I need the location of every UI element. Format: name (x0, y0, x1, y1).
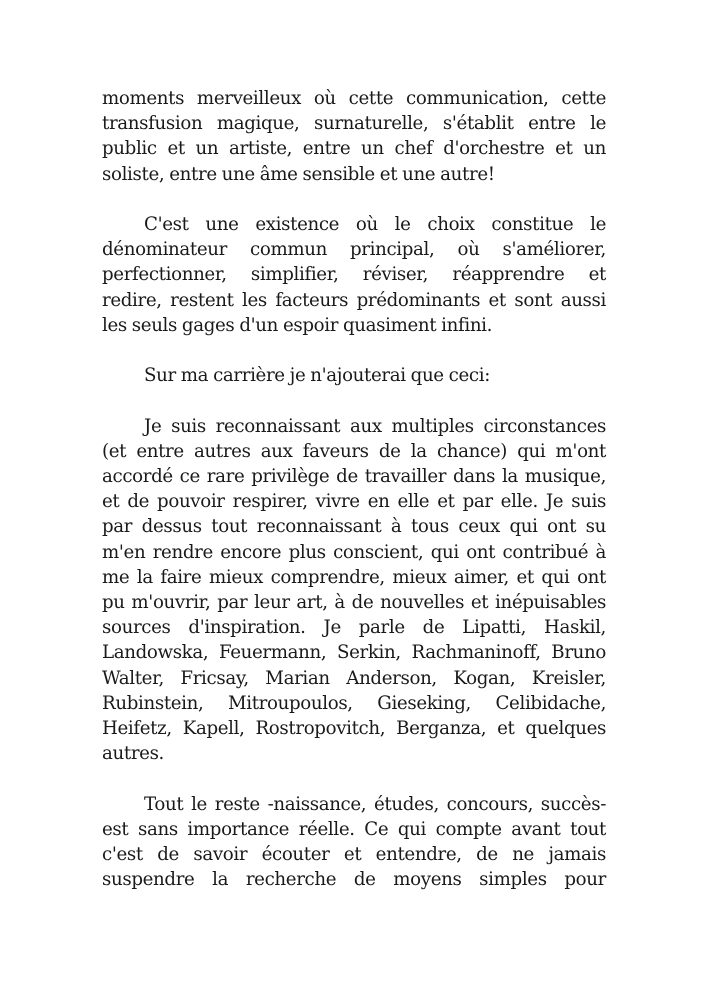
paragraph-1 (102, 86, 606, 187)
text-line: est sans importance réelle. Ce qui compte avant tout (102, 818, 606, 840)
document-page (102, 86, 606, 892)
text-line: perfectionner, simplifier, réviser, réapprendre et (102, 264, 606, 286)
paragraph-5 (102, 792, 606, 893)
text-line: et de pouvoir respirer, vivre en elle et par elle. Je suis (102, 491, 606, 513)
text-line: Sur ma carrière je n'ajouterai que ceci: (144, 365, 490, 387)
text-line: Walter, Fricsay, Marian Anderson, Kogan, Kreisler, (102, 667, 606, 689)
text-line: autres. (102, 743, 164, 765)
paragraph-2 (102, 212, 606, 338)
text-line: (et entre autres aux faveurs de la chance) qui m'ont (102, 440, 606, 462)
text-line: moments merveilleux où cette communication, cette (102, 88, 606, 109)
text-line: dénominateur commun principal, où s'améliorer, (102, 239, 606, 261)
text-line: soliste, entre une âme sensible et une autre! (102, 163, 495, 185)
text-line: m'en rendre encore plus conscient, qui ont contribué à (102, 541, 606, 563)
text-line: Tout le reste -naissance, études, concours, succès- (144, 793, 606, 815)
paragraph-3 (102, 363, 606, 388)
text-line: Rubinstein, Mitroupoulos, Gieseking, Celibidache, (102, 692, 606, 714)
text-line: suspendre la recherche de moyens simples pour (102, 869, 606, 891)
text-line: me la faire mieux comprendre, mieux aimer, et qui ont (102, 566, 606, 588)
text-line: par dessus tout reconnaissant à tous ceux qui ont su (102, 516, 606, 538)
text-line: Je suis reconnaissant aux multiples circonstances (144, 415, 606, 437)
text-line: accordé ce rare privilège de travailler dans la musique, (102, 466, 606, 487)
text-line: public et un artiste, entre un chef d'orchestre et un (102, 138, 606, 160)
paragraph-4 (102, 414, 606, 767)
text-line: les seuls gages d'un espoir quasiment infini. (102, 314, 493, 336)
text-line: redire, restent les facteurs prédominants et sont aussi (102, 289, 606, 311)
text-line: pu m'ouvrir, par leur art, à de nouvelles et inépuisables (102, 592, 606, 614)
text-line: Heifetz, Kapell, Rostropovitch, Berganza, et quelques (102, 718, 606, 740)
text-line: transfusion magique, surnaturelle, s'établit entre le (102, 113, 606, 135)
text-line: Landowska, Feuermann, Serkin, Rachmaninoff, Bruno (102, 642, 606, 664)
text-line: sources d'inspiration. Je parle de Lipatti, Haskil, (102, 617, 606, 639)
text-line: c'est de savoir écouter et entendre, de ne jamais (102, 844, 606, 866)
text-line: C'est une existence où le choix constitue le (144, 214, 606, 235)
